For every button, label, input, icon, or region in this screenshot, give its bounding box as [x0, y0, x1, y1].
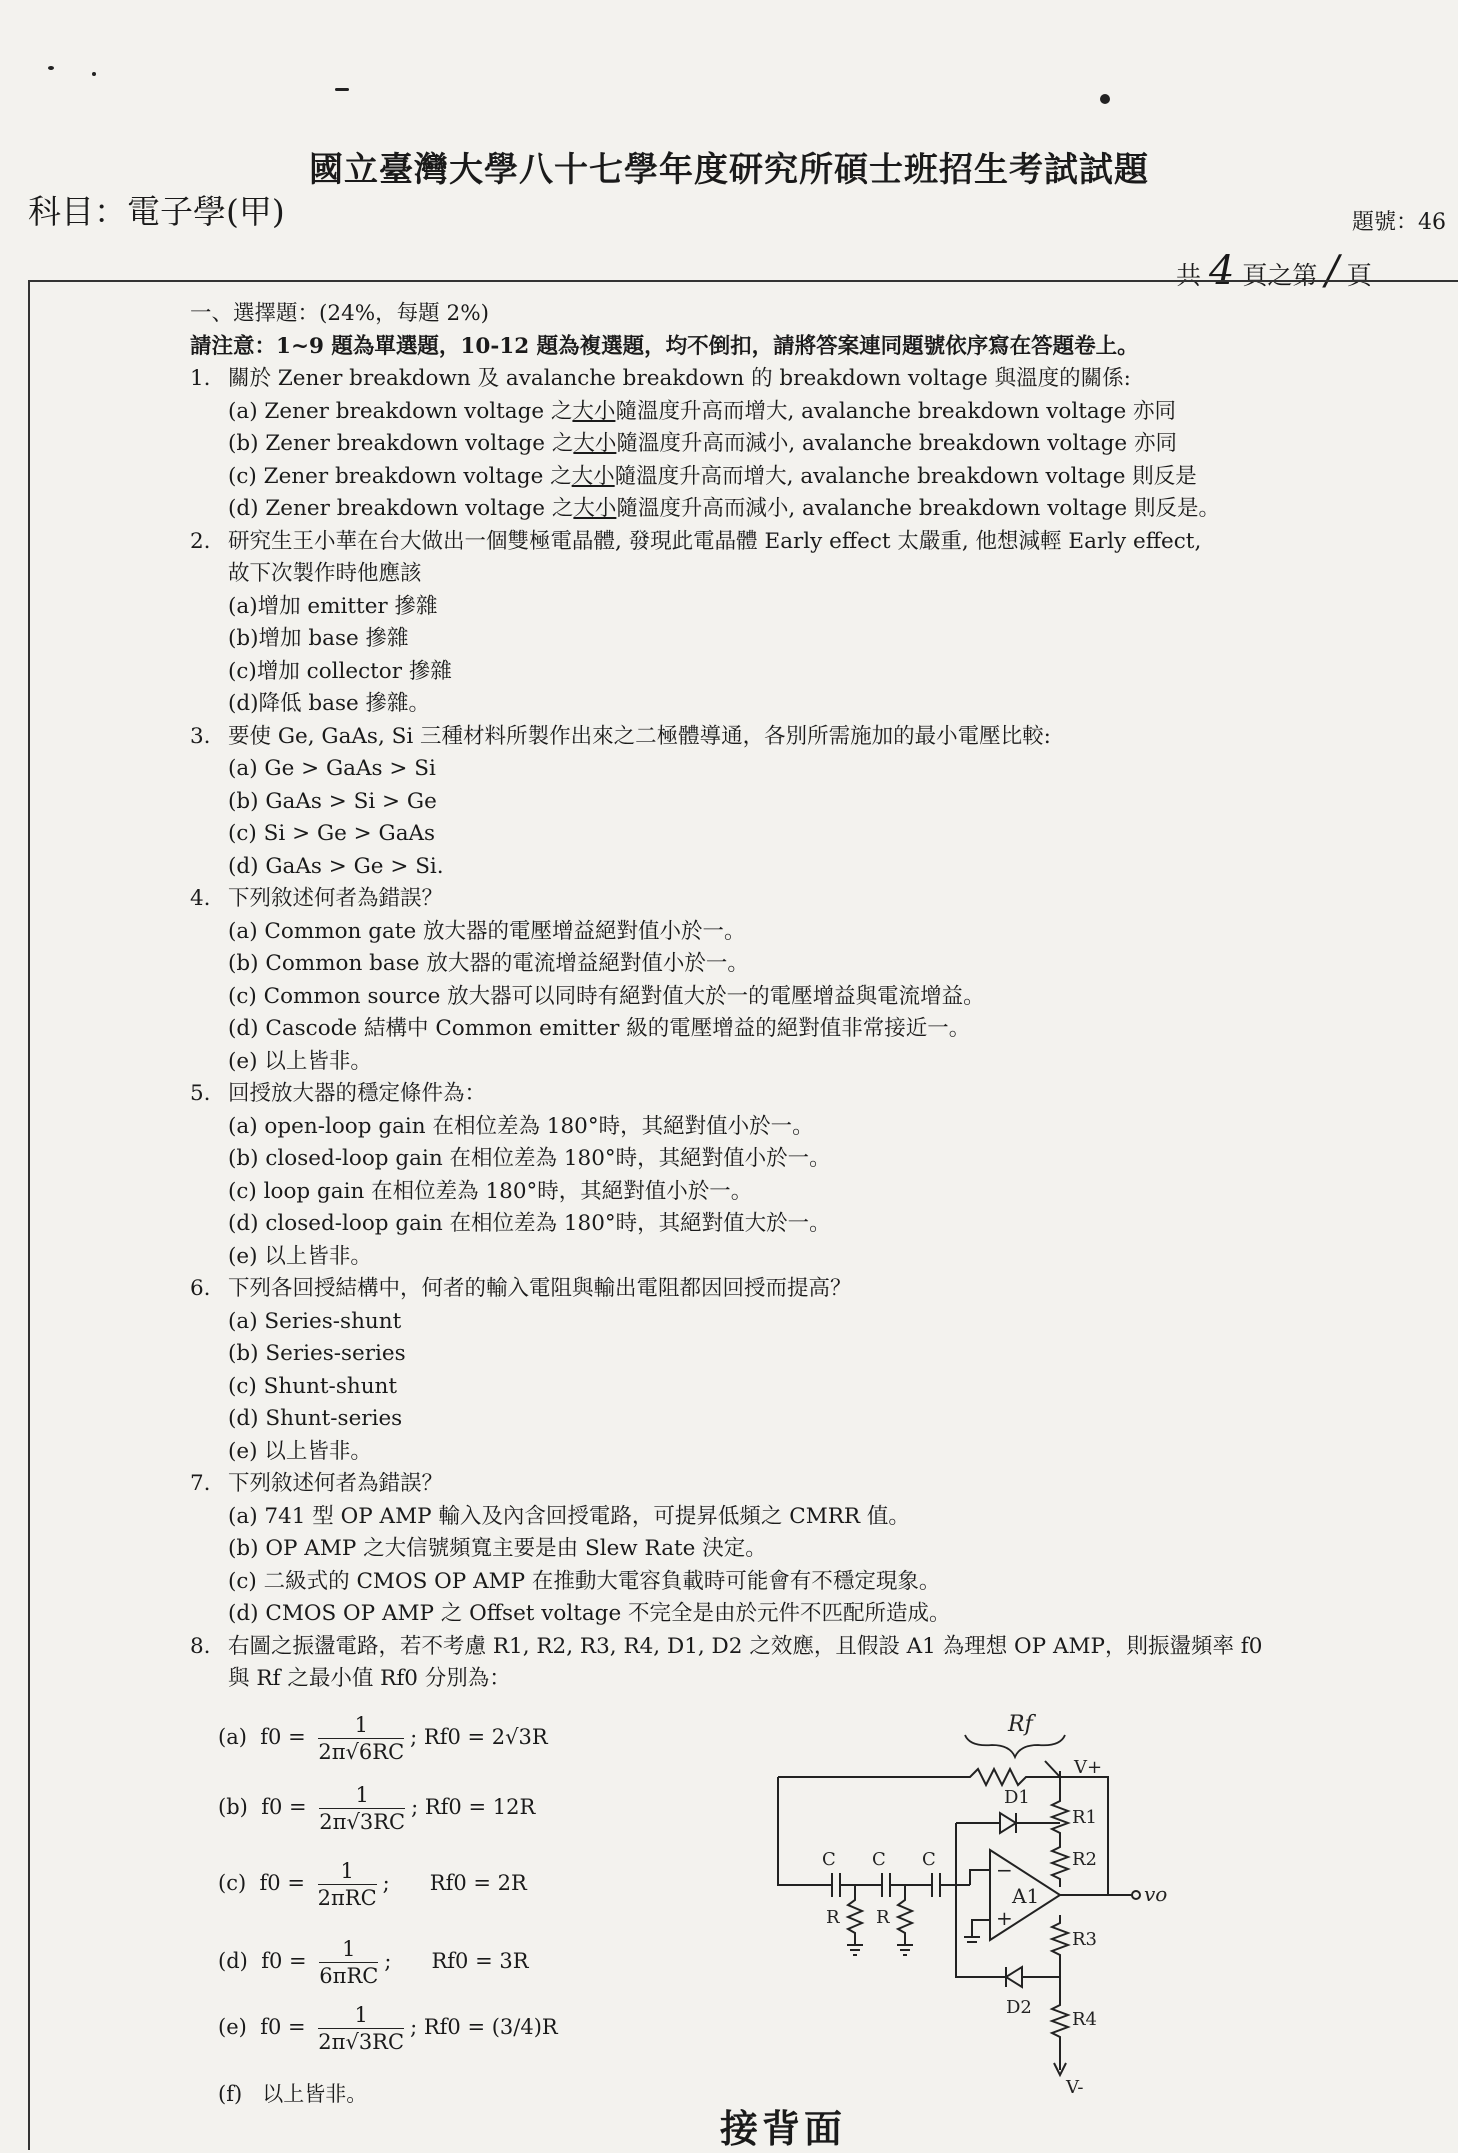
scan-speck	[1100, 94, 1110, 104]
option-a: (a) 741 型 OP AMP 輸入及內含回授電路，可提昇低頻之 CMRR 值。	[228, 1503, 910, 1529]
scan-speck	[335, 88, 349, 91]
option-b: (b) Common base 放大器的電流增益絕對值小於一。	[228, 951, 749, 976]
option-d: (d) Shunt-series	[228, 1406, 403, 1431]
option-b: (b) Zener breakdown voltage 之大小隨溫度升高而減小, avalanche breakdown voltage 亦同	[228, 431, 1177, 456]
r1-label: R1	[1072, 1807, 1098, 1828]
diode-d2	[1006, 1967, 1060, 1987]
vminus-label: V-	[1066, 2077, 1084, 2098]
r1-shunt-label: R	[826, 1907, 840, 1928]
vo-terminal	[1132, 1891, 1140, 1899]
page-current: /	[1325, 248, 1339, 294]
option-d: (d) CMOS OP AMP 之 Offset voltage 不完全是由於元件不匹配所造成。	[228, 1601, 951, 1626]
q8-option-a: (a) f0 = $\frac{1}{2\pi√6RC}$ ; Rf0 = 2√3R	[218, 1713, 548, 1764]
option-a: (a) Common gate 放大器的電壓增益絕對值小於一。	[228, 918, 746, 944]
option-a: (a)增加 emitter 摻雜	[228, 593, 438, 619]
rf-label: Rf	[1008, 1712, 1033, 1737]
option-a: (a) Series-shunt	[228, 1308, 402, 1334]
question-text: 下列敘述何者為錯誤？	[228, 886, 444, 911]
section-notice: 請注意：1~9 題為單選題，10-12 題為複選題，均不倒扣，請將答案連同題號依序寫在答題卷上。	[190, 333, 1139, 359]
option-c: (c) Common source 放大器可以同時有絕對值大於一的電壓增益與電流增益。	[228, 983, 985, 1009]
section-heading: 一、選擇題：(24%，每題 2%)	[190, 301, 490, 326]
scan-speck	[92, 72, 96, 76]
q8-option-b: (b) f0 = $\frac{1}{2\pi√3RC}$ ; Rf0 = 12R	[218, 1783, 536, 1834]
continue-on-back: 接背面	[720, 2106, 847, 2151]
question-num: 6.	[190, 1276, 211, 1301]
r2-shunt-label: R	[876, 1907, 890, 1928]
question-num: 8.	[190, 1633, 211, 1659]
option-b: (b) OP AMP 之大信號頻寬主要是由 Slew Rate 決定。	[228, 1536, 767, 1561]
exam-title: 國立臺灣大學八十七學年度研究所碩士班招生考試試題	[309, 150, 1149, 190]
oscillator-circuit-diagram	[760, 1705, 1200, 2100]
option-c: (c) Shunt-shunt	[228, 1373, 398, 1399]
option-b: (b) GaAs > Si > Ge	[228, 788, 437, 814]
question-5	[190, 1078, 1340, 1111]
option-b: (b)增加 base 摻雜	[228, 626, 409, 651]
capacitor-2	[870, 1873, 920, 1897]
q8-option-e: (e) f0 = $\frac{1}{2\pi√3RC}$ ; Rf0 = (3/4)R	[218, 2003, 558, 2054]
q8-option-f: (f) 以上皆非。	[218, 2082, 368, 2106]
question-text: 要使 Ge, GaAs, Si 三種材料所製作出來之二極體導通，各別所需施加的最小電壓比較:	[228, 723, 1051, 749]
question-6	[190, 1273, 1340, 1306]
page-mid: 頁之第	[1242, 261, 1318, 290]
diode-d1	[1000, 1813, 1060, 1833]
inverting-input-wire	[970, 1870, 990, 1885]
option-e: (e) 以上皆非。	[228, 1048, 372, 1074]
resistor-r4	[1052, 1967, 1068, 2070]
question-text: 下列敘述何者為錯誤？	[228, 1471, 444, 1496]
option-c: (c) 二級式的 CMOS OP AMP 在推動大電容負載時可能會有不穩定現象。	[228, 1568, 941, 1594]
option-d: (d) closed-loop gain 在相位差為 180°時，其絕對值大於一。	[228, 1211, 831, 1236]
subject-label: 科目：電子學(甲)	[28, 192, 285, 231]
question-7	[190, 1468, 1340, 1501]
option-c: (c)增加 collector 摻雜	[228, 658, 452, 684]
option-a: (a) Zener breakdown voltage 之大小隨溫度升高而增大, avalanche breakdown voltage 亦同	[228, 398, 1177, 424]
c1-label: C	[822, 1849, 836, 1870]
question-text: 關於 Zener breakdown 及 avalanche breakdown 的 breakdown voltage 與溫度的關係:	[228, 366, 1131, 391]
question-num: 7.	[190, 1471, 211, 1496]
vplus-label: V+	[1074, 1757, 1103, 1778]
resistor-r1	[1052, 1795, 1068, 1840]
shunt-resistor-2	[897, 1885, 913, 1955]
rf-brace	[965, 1735, 1065, 1757]
option-e: (e) 以上皆非。	[228, 1243, 372, 1269]
d1-label: D1	[1004, 1787, 1030, 1808]
question-1	[190, 363, 1340, 396]
opamp-plus: +	[996, 1906, 1013, 1930]
opamp-label: A1	[1012, 1884, 1040, 1908]
option-d: (d)降低 base 摻雜。	[228, 691, 431, 716]
fraction-denominator: 2π√3RC	[318, 2030, 405, 2054]
option-d: (d) Zener breakdown voltage 之大小隨溫度升高而減小, avalanche breakdown voltage 則反是。	[228, 496, 1220, 521]
question-8	[190, 1631, 1340, 1664]
question-text-cont: 與 Rf 之最小值 Rf0 分別為：	[228, 1666, 511, 1691]
shunt-resistor-1	[847, 1885, 863, 1955]
question-number: 題號：46	[1352, 210, 1446, 235]
page-total: 4	[1208, 248, 1235, 294]
c3-label: C	[922, 1849, 936, 1870]
fraction-denominator: 2πRC	[317, 1886, 377, 1910]
page-suffix: 頁	[1346, 261, 1372, 290]
fraction-numerator: 1	[319, 1782, 405, 1809]
output-wire	[1060, 1777, 1108, 1895]
question-4	[190, 883, 1340, 916]
capacitor-3	[920, 1873, 970, 1897]
question-text-cont: 故下次製作時他應該	[228, 561, 422, 586]
option-c: (c) loop gain 在相位差為 180°時，其絕對值小於一。	[228, 1178, 753, 1204]
q8-option-c: (c) f0 = $\frac{1}{\text{2πRC}}$ ; Rf0 = 2R	[218, 1859, 527, 1910]
question-text: 右圖之振盪電路，若不考慮 R1, R2, R3, R4, D1, D2 之效應，且假設 A1 為理想 OP AMP，則振盪頻率 f0	[228, 1633, 1263, 1659]
top-wire	[778, 1769, 1060, 1785]
d2-label: D2	[1006, 1997, 1032, 2018]
vo-label: vo	[1144, 1882, 1168, 1906]
question-num: 1.	[190, 366, 211, 391]
scan-speck	[48, 66, 54, 70]
fraction-denominator: 2π√3RC	[319, 1810, 406, 1834]
fraction-denominator: 2π√6RC	[318, 1740, 405, 1764]
question-num: 3.	[190, 723, 211, 749]
fraction-numerator: 1	[318, 1712, 404, 1739]
q8-option-d: (d) f0 = $\frac{1}{\text{6πRC}}$ ; Rf0 = 3R	[218, 1937, 529, 1988]
r4-label: R4	[1072, 2009, 1098, 2030]
option-d: (d) GaAs > Ge > Si.	[228, 853, 444, 879]
option-c: (c) Zener breakdown voltage 之大小隨溫度升高而增大, avalanche breakdown voltage 則反是	[228, 463, 1197, 489]
page-prefix: 共	[1176, 261, 1202, 290]
d1-wire	[956, 1823, 1000, 1870]
resistor-r2	[1052, 1840, 1068, 1887]
opamp-minus: −	[996, 1858, 1013, 1882]
r3-label: R3	[1072, 1929, 1098, 1950]
question-text: 下列各回授結構中，何者的輸入電阻與輸出電阻都因回授而提高？	[228, 1276, 852, 1301]
fraction-numerator: 1	[318, 2002, 404, 2029]
option-a: (a) open-loop gain 在相位差為 180°時，其絕對值小於一。	[228, 1113, 814, 1139]
question-text: 研究生王小華在台大做出一個雙極電晶體, 發現此電晶體 Early effect 太嚴重, 他想減輕 Early effect,	[228, 528, 1202, 554]
option-b: (b) closed-loop gain 在相位差為 180°時，其絕對值小於一。	[228, 1146, 831, 1171]
fraction-numerator: 1	[318, 1858, 377, 1885]
option-d: (d) Cascode 結構中 Common emitter 級的電壓增益的絕對值非常接近一。	[228, 1016, 971, 1041]
rf-wiper	[1045, 1761, 1060, 1777]
question-num: 4.	[190, 886, 211, 911]
left-wire	[778, 1777, 815, 1885]
c2-label: C	[872, 1849, 886, 1870]
option-e: (e) 以上皆非。	[228, 1438, 372, 1464]
fraction-denominator: 6πRC	[319, 1964, 379, 1988]
option-b: (b) Series-series	[228, 1341, 406, 1366]
fraction-numerator: 1	[319, 1936, 378, 1963]
question-2	[190, 526, 1340, 559]
question-content	[190, 298, 1340, 1696]
option-a: (a) Ge > GaAs > Si	[228, 756, 436, 781]
question-text: 回授放大器的穩定條件為：	[228, 1081, 487, 1106]
r2-label: R2	[1072, 1849, 1098, 1870]
resistor-r3	[1052, 1915, 1068, 1967]
question-3	[190, 721, 1340, 754]
question-num: 5.	[190, 1081, 211, 1106]
option-c: (c) Si > Ge > GaAs	[228, 821, 436, 846]
capacitor-1	[815, 1873, 870, 1897]
question-num: 2.	[190, 528, 211, 554]
noninv-ground	[964, 1920, 990, 1942]
